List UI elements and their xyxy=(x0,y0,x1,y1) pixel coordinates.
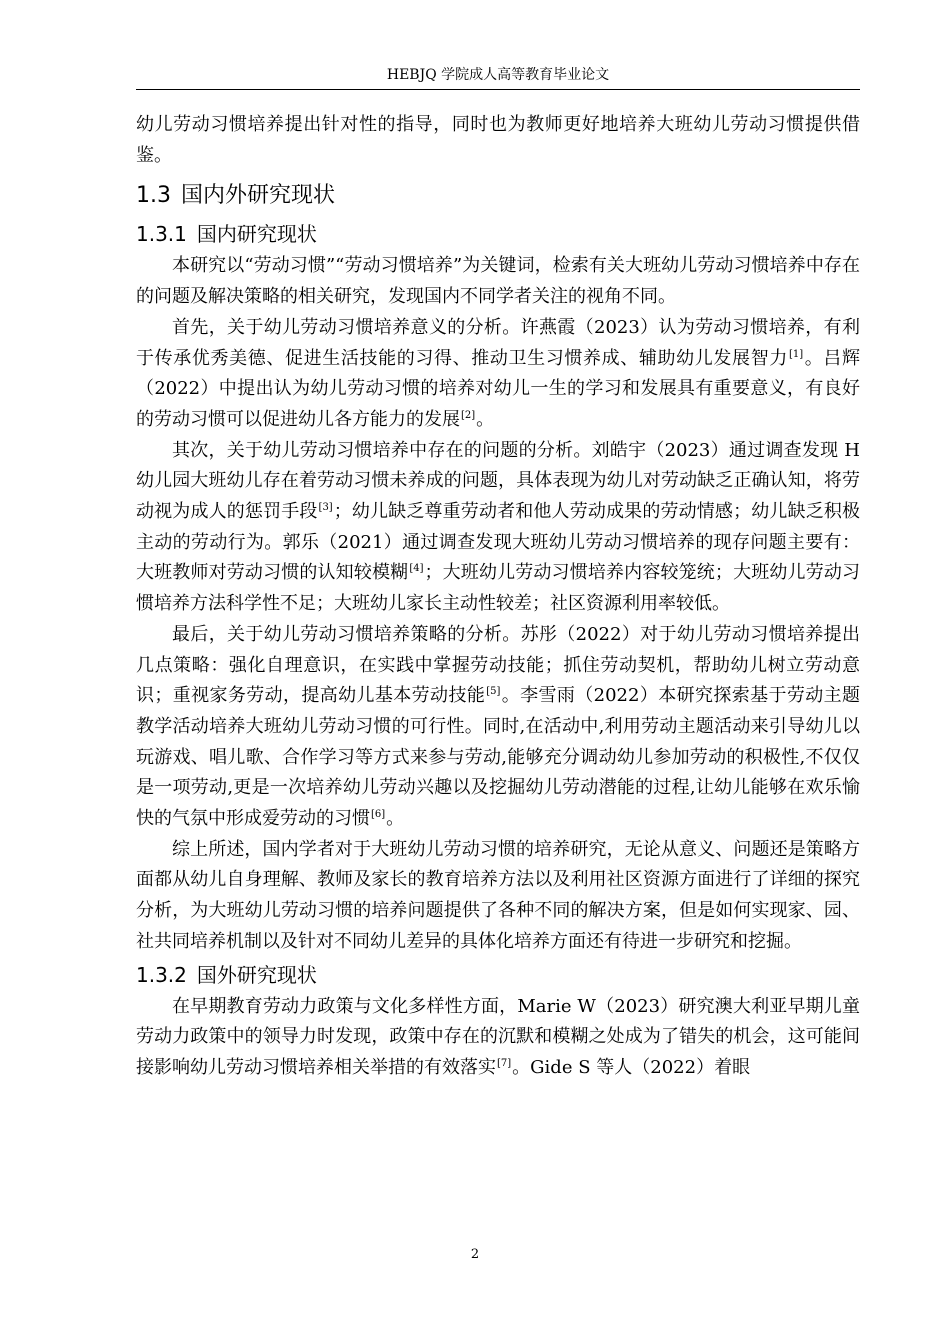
citation-ref-7: [7] xyxy=(497,1057,512,1069)
citation-ref-5: [5] xyxy=(486,686,501,698)
paragraph-significance: 首先，关于幼儿劳动习惯培养意义的分析。许燕霞（2023）认为劳动习惯培养，有利于传承优秀美德、促进生活技能的习得、推动卫生习惯养成、辅助幼儿发展智力[1]。吕辉（2022）中提出认为幼儿劳动习惯的培养对幼儿一生的学习和发展具有重要意义，有良好的劳动习惯可以促进幼儿各方能力的发展[2]。 xyxy=(136,316,861,430)
subsection-heading-1-3-2 xyxy=(136,960,860,990)
section-number: 1.3 xyxy=(136,183,171,209)
paragraph-foreign: 在早期教育劳动力政策与文化多样性方面，Marie W（2023）研究澳大利亚早期儿童劳动力政策中的领导力时发现，政策中存在的沉默和模糊之处成为了错失的机会，这可能间接影响幼儿劳动习惯培养相关举措的有效落实[7]。Gide S 等人（2022）着眼 xyxy=(136,995,860,1078)
paragraph-strategies: 最后，关于幼儿劳动习惯培养策略的分析。苏彤（2022）对于幼儿劳动习惯培养提出几点策略：强化自理意识，在实践中掌握劳动技能；抓住劳动契机，帮助幼儿树立劳动意识；重视家务劳动，提高幼儿基本劳动技能[5]。李雪雨（2022）本研究探索基于劳动主题教学活动培养大班幼儿劳动习惯的可行性。同时,在活动中,利用劳动主题活动来引导幼儿以玩游戏、唱儿歌、合作学习等方式来参与劳动,能够充分调动幼儿参加劳动的积极性,不仅仅是一项劳动,更是一次培养幼儿劳动兴趣以及挖掘幼儿劳动潜能的过程,让幼儿能够在欢乐愉快的气氛中形成爱劳动的习惯[6]。 xyxy=(136,623,861,830)
paragraph-summary: 综上所述，国内学者对于大班幼儿劳动习惯的培养研究，无论从意义、问题还是策略方面都从幼儿自身理解、教师及家长的教育培养方法以及利用社区资源方面进行了详细的探究分析，为大班幼儿劳动习惯的培养问题提供了各种不同的解决方案，但是如何实现家、园、社共同培养机制以及针对不同幼儿差异的具体化培养方面还有待进一步研究和挖掘。 xyxy=(136,838,860,952)
section-heading-1-3 xyxy=(136,181,860,211)
paragraph-continuation: 幼儿劳动习惯培养提出针对性的指导，同时也为教师更好地培养大班幼儿劳动习惯提供借鉴。 xyxy=(136,114,860,166)
subsection-number: 1.3.2 xyxy=(136,962,187,987)
page-number: 2 xyxy=(470,1247,480,1262)
citation-ref-2: [2] xyxy=(461,409,476,421)
header-rule xyxy=(136,89,860,90)
citation-ref-6: [6] xyxy=(371,809,386,821)
paragraph-intro: 本研究以“劳动习惯”“劳动习惯培养”为关键词，检索有关大班幼儿劳动习惯培养中存在的问题及解决策略的相关研究，发现国内不同学者关注的视角不同。 xyxy=(136,255,860,308)
subsection-title: 国内研究现状 xyxy=(196,222,317,247)
subsection-number: 1.3.1 xyxy=(136,222,187,247)
citation-ref-3: [3] xyxy=(318,502,333,514)
subsection-title: 国外研究现状 xyxy=(196,962,317,987)
section-title: 国内外研究现状 xyxy=(181,183,336,209)
paragraph-problems: 其次，关于幼儿劳动习惯培养中存在的问题的分析。刘皓宇（2023）通过调查发现 H 幼儿园大班幼儿存在着劳动习惯未养成的问题，具体表现为幼儿对劳动缺乏正确认知，将劳动视为成人的惩罚手段[3]；幼儿缺乏尊重劳动者和他人劳动成果的劳动情感；幼儿缺乏积极主动的劳动行为。郭乐（2021）通过调查发现大班幼儿劳动习惯培养的现存问题主要有：大班教师对劳动习惯的认知较模糊[4]；大班幼儿劳动习惯培养内容较笼统；大班幼儿劳动习惯培养方法科学性不足；大班幼儿家长主动性较差；社区资源利用率较低。 xyxy=(136,439,861,615)
subsection-heading-1-3-1 xyxy=(136,219,860,249)
citation-ref-1: [1] xyxy=(788,348,804,360)
running-header: HEBJQ 学院成人高等教育毕业论文 xyxy=(386,67,610,83)
citation-ref-4: [4] xyxy=(409,563,424,575)
page-body xyxy=(136,110,860,1084)
